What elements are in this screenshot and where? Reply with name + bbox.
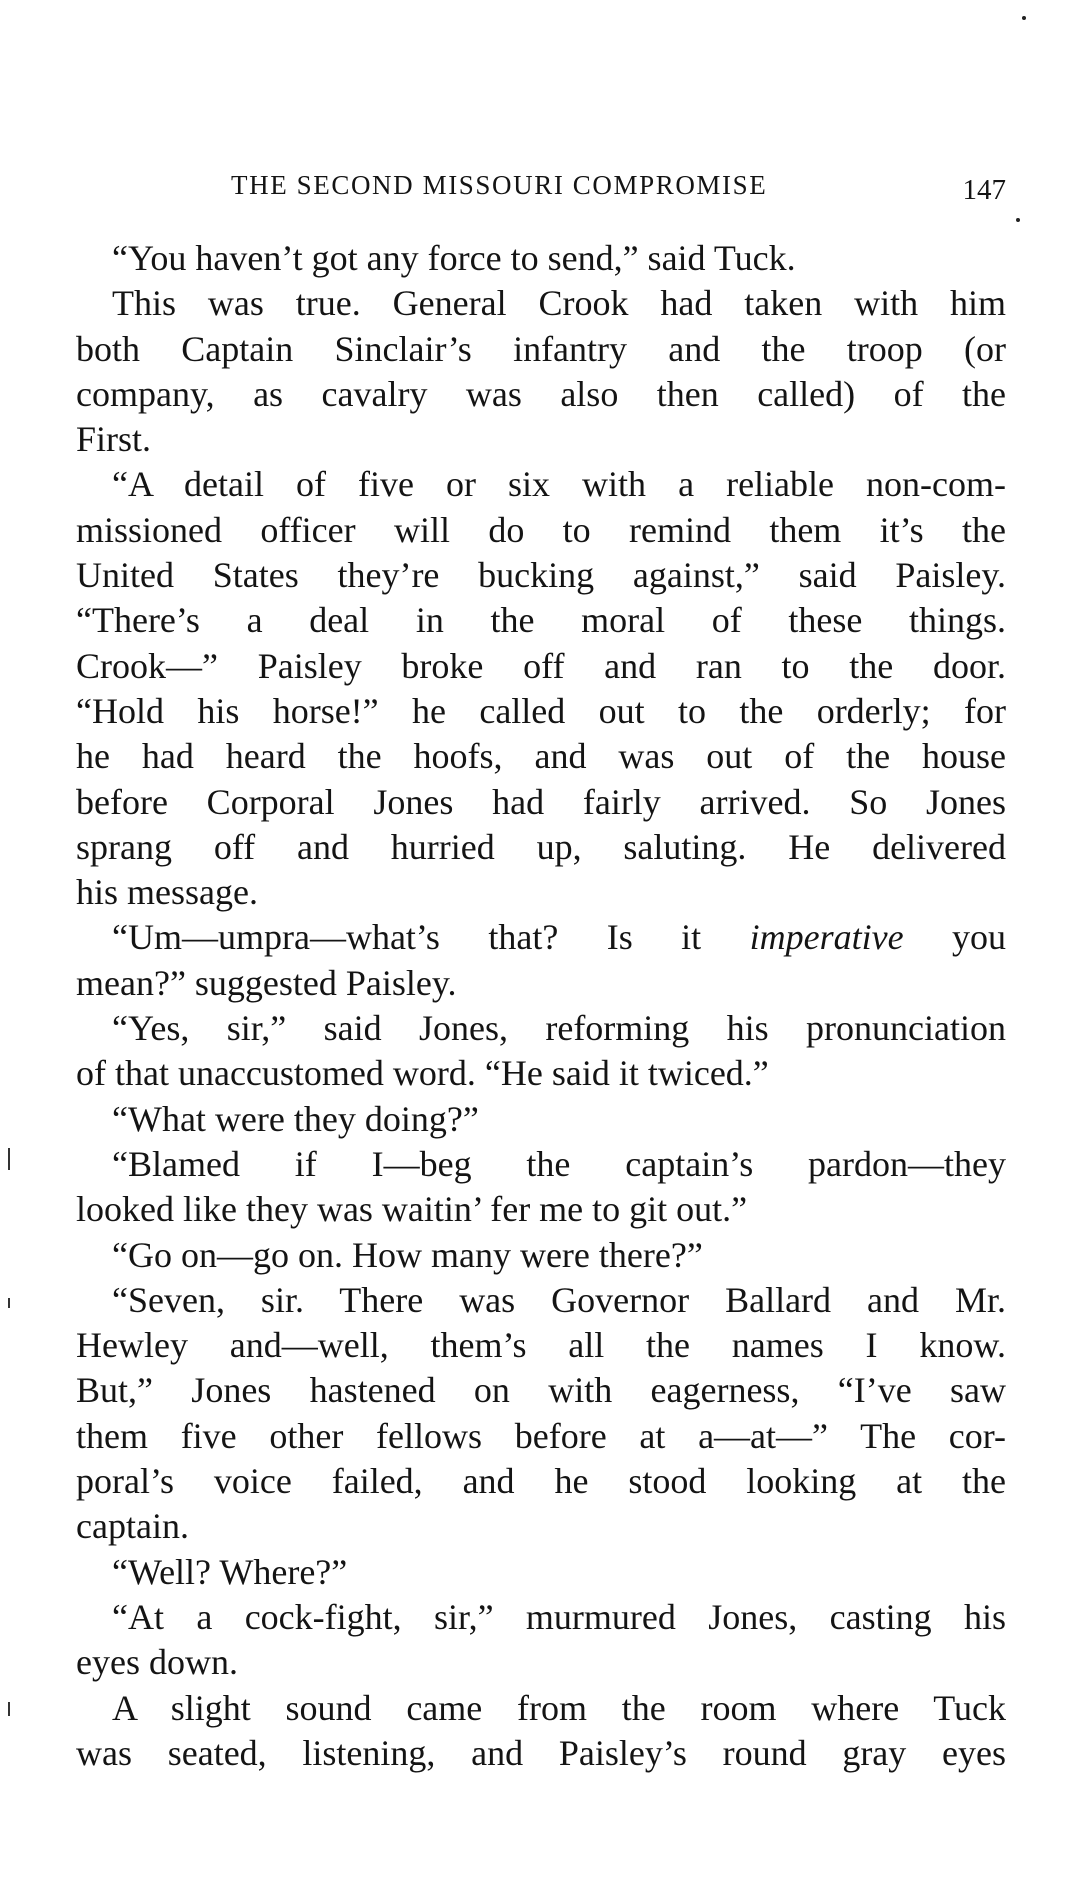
- text-line: “Blamed if I—beg the captain’s pardon—they: [112, 1143, 1006, 1184]
- running-head: [76, 170, 1006, 210]
- text-line: [76, 915, 1006, 960]
- text-line: captain.: [76, 1506, 189, 1547]
- text-line: company, as cavalry was also then called) of the: [76, 373, 1006, 414]
- text-segment: you: [903, 917, 1007, 958]
- text-line: his message.: [76, 872, 258, 913]
- text-line: was seated, listening, and Paisley’s round gray eyes: [76, 1732, 1006, 1773]
- gutter-mark: [8, 1702, 10, 1716]
- text-line: “Go on—go on. How many were there?”: [112, 1234, 703, 1275]
- text-line: missioned officer will do to remind them it’s the: [76, 509, 1006, 550]
- text-line: both Captain Sinclair’s infantry and the troop (or: [76, 328, 1006, 369]
- text-line: Hewley and—well, them’s all the names I know.: [76, 1325, 1006, 1366]
- text-line: “Seven, sir. There was Governor Ballard and Mr.: [112, 1279, 1006, 1320]
- emphasized-word: imperative: [749, 917, 904, 958]
- scan-speck: [1016, 218, 1020, 222]
- text-line: before Corporal Jones had fairly arrived. So Jones: [76, 781, 1006, 822]
- text-line: First.: [76, 419, 152, 460]
- text-line: But,” Jones hastened on with eagerness, “I’ve saw: [76, 1370, 1006, 1411]
- text-line: mean?” suggested Paisley.: [76, 962, 457, 1003]
- text-line: Crook—” Paisley broke off and ran to the door.: [76, 645, 1006, 686]
- text-line: A slight sound came from the room where Tuck: [112, 1687, 1006, 1728]
- text-line: “Hold his horse!” he called out to the orderly; for: [76, 690, 1006, 731]
- text-line: United States they’re bucking against,” said Paisley.: [76, 555, 1006, 596]
- text-line: of that unaccustomed word. “He said it twiced.”: [76, 1053, 769, 1094]
- text-line: looked like they was waitin’ fer me to git out.”: [76, 1189, 748, 1230]
- text-line: poral’s voice failed, and he stood looking at the: [76, 1461, 1006, 1502]
- text-line: them five other fellows before at a—at—” The cor-: [76, 1415, 1006, 1456]
- text-line: “A detail of five or six with a reliable non-com-: [112, 464, 1006, 505]
- text-line: “There’s a deal in the moral of these things.: [76, 600, 1006, 641]
- body-text: [76, 236, 1006, 1776]
- text-line: he had heard the hoofs, and was out of the house: [76, 736, 1006, 777]
- gutter-mark: [8, 1148, 10, 1170]
- text-line: “Yes, sir,” said Jones, reforming his pronunciation: [112, 1008, 1006, 1049]
- gutter-mark: [8, 1298, 10, 1308]
- text-line: This was true. General Crook had taken with him: [112, 283, 1006, 324]
- text-line: eyes down.: [76, 1642, 238, 1683]
- text-segment: “Um—umpra—what’s that? Is it: [112, 917, 750, 958]
- scan-speck: [1022, 16, 1026, 20]
- text-line: “At a cock-fight, sir,” murmured Jones, casting his: [112, 1596, 1006, 1637]
- page-number: 147: [962, 174, 1006, 206]
- text-line: “Well? Where?”: [112, 1551, 348, 1592]
- text-line: sprang off and hurried up, saluting. He delivered: [76, 826, 1006, 867]
- text-line: “What were they doing?”: [112, 1098, 479, 1139]
- running-title: THE SECOND MISSOURI COMPROMISE: [231, 170, 768, 200]
- text-line: “You haven’t got any force to send,” said Tuck.: [112, 238, 796, 278]
